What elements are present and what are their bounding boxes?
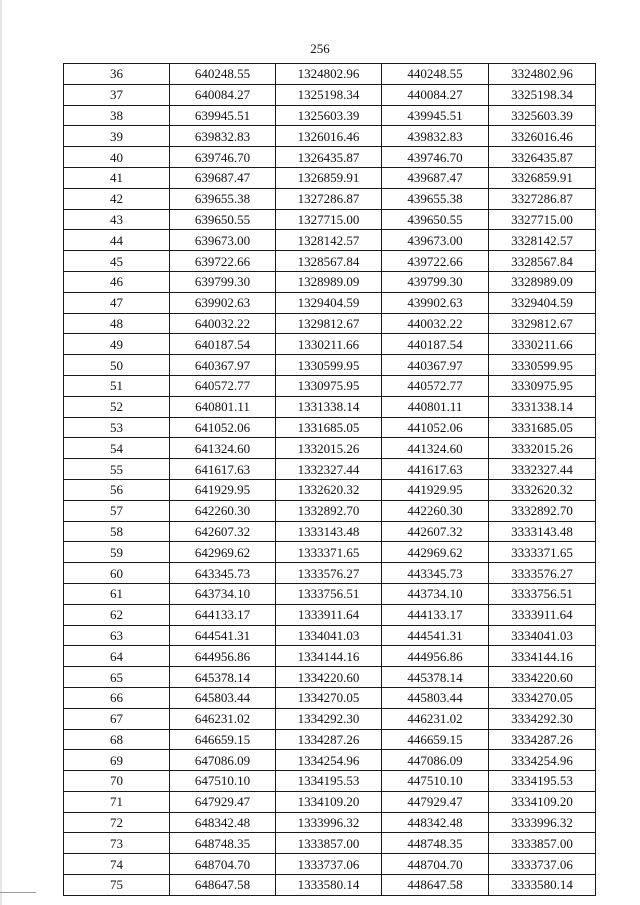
y1-cell: 1331685.05 <box>276 417 382 438</box>
y1-cell: 1326435.87 <box>276 147 382 168</box>
y1-cell: 1333857.00 <box>276 833 382 854</box>
table-row <box>64 438 596 459</box>
table-row <box>64 126 596 147</box>
y2-cell: 3334220.60 <box>489 667 596 688</box>
table-row <box>64 64 596 85</box>
point-number-cell: 49 <box>64 334 170 355</box>
x2-cell: 444541.31 <box>382 625 489 646</box>
point-number-cell: 69 <box>64 750 170 771</box>
y1-cell: 1334195.53 <box>276 771 382 792</box>
x2-cell: 440084.27 <box>382 84 489 105</box>
x2-cell: 439650.55 <box>382 209 489 230</box>
x1-cell: 642969.62 <box>170 542 276 563</box>
y2-cell: 3326859.91 <box>489 167 596 188</box>
y1-cell: 1328567.84 <box>276 251 382 272</box>
point-number-cell: 57 <box>64 500 170 521</box>
y2-cell: 3332620.32 <box>489 479 596 500</box>
point-number-cell: 74 <box>64 854 170 875</box>
table-row <box>64 542 596 563</box>
point-number-cell: 63 <box>64 625 170 646</box>
x2-cell: 440187.54 <box>382 334 489 355</box>
y1-cell: 1334109.20 <box>276 791 382 812</box>
table-row <box>64 875 596 896</box>
table-row <box>64 105 596 126</box>
x1-cell: 639687.47 <box>170 167 276 188</box>
x1-cell: 644133.17 <box>170 604 276 625</box>
x1-cell: 643734.10 <box>170 583 276 604</box>
x2-cell: 447510.10 <box>382 771 489 792</box>
x2-cell: 448704.70 <box>382 854 489 875</box>
y2-cell: 3334195.53 <box>489 771 596 792</box>
x1-cell: 640084.27 <box>170 84 276 105</box>
table-row <box>64 313 596 334</box>
x2-cell: 439832.83 <box>382 126 489 147</box>
y1-cell: 1332015.26 <box>276 438 382 459</box>
y1-cell: 1333996.32 <box>276 812 382 833</box>
x2-cell: 443345.73 <box>382 563 489 584</box>
y2-cell: 3327286.87 <box>489 188 596 209</box>
point-number-cell: 47 <box>64 292 170 313</box>
table-row <box>64 251 596 272</box>
y1-cell: 1328142.57 <box>276 230 382 251</box>
x1-cell: 642607.32 <box>170 521 276 542</box>
scan-bottom-mark <box>0 892 36 893</box>
table-row <box>64 687 596 708</box>
x2-cell: 440032.22 <box>382 313 489 334</box>
point-number-cell: 40 <box>64 147 170 168</box>
table-row <box>64 147 596 168</box>
y2-cell: 3334270.05 <box>489 687 596 708</box>
table-row <box>64 833 596 854</box>
point-number-cell: 36 <box>64 64 170 85</box>
point-number-cell: 61 <box>64 583 170 604</box>
table-row <box>64 521 596 542</box>
x2-cell: 439687.47 <box>382 167 489 188</box>
x1-cell: 648342.48 <box>170 812 276 833</box>
table-row <box>64 500 596 521</box>
y1-cell: 1333371.65 <box>276 542 382 563</box>
y2-cell: 3329812.67 <box>489 313 596 334</box>
y1-cell: 1327286.87 <box>276 188 382 209</box>
y1-cell: 1330211.66 <box>276 334 382 355</box>
y1-cell: 1329812.67 <box>276 313 382 334</box>
x1-cell: 640248.55 <box>170 64 276 85</box>
table-row <box>64 84 596 105</box>
table-row <box>64 771 596 792</box>
y1-cell: 1329404.59 <box>276 292 382 313</box>
x1-cell: 648748.35 <box>170 833 276 854</box>
x1-cell: 647086.09 <box>170 750 276 771</box>
y2-cell: 3327715.00 <box>489 209 596 230</box>
point-number-cell: 38 <box>64 105 170 126</box>
table-row <box>64 646 596 667</box>
y1-cell: 1330599.95 <box>276 355 382 376</box>
point-number-cell: 67 <box>64 708 170 729</box>
point-number-cell: 44 <box>64 230 170 251</box>
y2-cell: 3331338.14 <box>489 396 596 417</box>
point-number-cell: 68 <box>64 729 170 750</box>
x2-cell: 448748.35 <box>382 833 489 854</box>
y1-cell: 1333737.06 <box>276 854 382 875</box>
x1-cell: 641929.95 <box>170 479 276 500</box>
y2-cell: 3334292.30 <box>489 708 596 729</box>
y1-cell: 1334144.16 <box>276 646 382 667</box>
x2-cell: 442969.62 <box>382 542 489 563</box>
table-row <box>64 667 596 688</box>
y1-cell: 1333576.27 <box>276 563 382 584</box>
point-number-cell: 55 <box>64 459 170 480</box>
table-row <box>64 854 596 875</box>
x2-cell: 439902.63 <box>382 292 489 313</box>
point-number-cell: 66 <box>64 687 170 708</box>
y2-cell: 3330599.95 <box>489 355 596 376</box>
table-row <box>64 188 596 209</box>
y2-cell: 3333996.32 <box>489 812 596 833</box>
y1-cell: 1332327.44 <box>276 459 382 480</box>
y2-cell: 3325198.34 <box>489 84 596 105</box>
x2-cell: 441324.60 <box>382 438 489 459</box>
x2-cell: 442260.30 <box>382 500 489 521</box>
x2-cell: 439722.66 <box>382 251 489 272</box>
table-row <box>64 625 596 646</box>
x1-cell: 639655.38 <box>170 188 276 209</box>
x1-cell: 640187.54 <box>170 334 276 355</box>
table-row <box>64 209 596 230</box>
x2-cell: 445378.14 <box>382 667 489 688</box>
y2-cell: 3328567.84 <box>489 251 596 272</box>
point-number-cell: 71 <box>64 791 170 812</box>
table-body <box>64 64 596 896</box>
point-number-cell: 42 <box>64 188 170 209</box>
scan-left-edge <box>0 0 2 905</box>
x2-cell: 440367.97 <box>382 355 489 376</box>
y1-cell: 1325603.39 <box>276 105 382 126</box>
y2-cell: 3330975.95 <box>489 375 596 396</box>
y2-cell: 3333143.48 <box>489 521 596 542</box>
y2-cell: 3326016.46 <box>489 126 596 147</box>
x1-cell: 644956.86 <box>170 646 276 667</box>
x1-cell: 639650.55 <box>170 209 276 230</box>
y1-cell: 1334287.26 <box>276 729 382 750</box>
x1-cell: 641617.63 <box>170 459 276 480</box>
point-number-cell: 64 <box>64 646 170 667</box>
x2-cell: 439945.51 <box>382 105 489 126</box>
y1-cell: 1334041.03 <box>276 625 382 646</box>
x2-cell: 444133.17 <box>382 604 489 625</box>
y2-cell: 3332327.44 <box>489 459 596 480</box>
table-row <box>64 167 596 188</box>
y2-cell: 3333756.51 <box>489 583 596 604</box>
table-row <box>64 375 596 396</box>
x2-cell: 441052.06 <box>382 417 489 438</box>
y1-cell: 1325198.34 <box>276 84 382 105</box>
point-number-cell: 41 <box>64 167 170 188</box>
table-row <box>64 271 596 292</box>
y1-cell: 1333756.51 <box>276 583 382 604</box>
x1-cell: 639799.30 <box>170 271 276 292</box>
table-row <box>64 812 596 833</box>
x1-cell: 645803.44 <box>170 687 276 708</box>
x2-cell: 447929.47 <box>382 791 489 812</box>
x1-cell: 639902.63 <box>170 292 276 313</box>
table-row <box>64 459 596 480</box>
table-row <box>64 396 596 417</box>
y2-cell: 3333576.27 <box>489 563 596 584</box>
y1-cell: 1334254.96 <box>276 750 382 771</box>
point-number-cell: 53 <box>64 417 170 438</box>
x1-cell: 640367.97 <box>170 355 276 376</box>
y2-cell: 3333737.06 <box>489 854 596 875</box>
point-number-cell: 62 <box>64 604 170 625</box>
x1-cell: 645378.14 <box>170 667 276 688</box>
point-number-cell: 54 <box>64 438 170 459</box>
x1-cell: 644541.31 <box>170 625 276 646</box>
point-number-cell: 56 <box>64 479 170 500</box>
table-row <box>64 563 596 584</box>
table-row <box>64 334 596 355</box>
table-row <box>64 230 596 251</box>
x2-cell: 442607.32 <box>382 521 489 542</box>
y2-cell: 3334287.26 <box>489 729 596 750</box>
y1-cell: 1326859.91 <box>276 167 382 188</box>
x1-cell: 646231.02 <box>170 708 276 729</box>
y1-cell: 1330975.95 <box>276 375 382 396</box>
x1-cell: 648647.58 <box>170 875 276 896</box>
y1-cell: 1334270.05 <box>276 687 382 708</box>
x2-cell: 447086.09 <box>382 750 489 771</box>
y1-cell: 1331338.14 <box>276 396 382 417</box>
table-row <box>64 355 596 376</box>
y2-cell: 3333371.65 <box>489 542 596 563</box>
x2-cell: 439655.38 <box>382 188 489 209</box>
page-number: 256 <box>310 41 330 56</box>
x2-cell: 443734.10 <box>382 583 489 604</box>
point-number-cell: 52 <box>64 396 170 417</box>
y2-cell: 3334109.20 <box>489 791 596 812</box>
x2-cell: 445803.44 <box>382 687 489 708</box>
y1-cell: 1334292.30 <box>276 708 382 729</box>
x1-cell: 640032.22 <box>170 313 276 334</box>
y1-cell: 1327715.00 <box>276 209 382 230</box>
point-number-cell: 39 <box>64 126 170 147</box>
y2-cell: 3334041.03 <box>489 625 596 646</box>
x1-cell: 648704.70 <box>170 854 276 875</box>
table-row <box>64 750 596 771</box>
y1-cell: 1333911.64 <box>276 604 382 625</box>
x1-cell: 639945.51 <box>170 105 276 126</box>
y2-cell: 3334144.16 <box>489 646 596 667</box>
point-number-cell: 50 <box>64 355 170 376</box>
y2-cell: 3326435.87 <box>489 147 596 168</box>
y2-cell: 3328989.09 <box>489 271 596 292</box>
table-row <box>64 583 596 604</box>
point-number-cell: 37 <box>64 84 170 105</box>
point-number-cell: 60 <box>64 563 170 584</box>
x2-cell: 440572.77 <box>382 375 489 396</box>
y1-cell: 1333143.48 <box>276 521 382 542</box>
x2-cell: 439673.00 <box>382 230 489 251</box>
point-number-cell: 65 <box>64 667 170 688</box>
y1-cell: 1332892.70 <box>276 500 382 521</box>
x2-cell: 446659.15 <box>382 729 489 750</box>
point-number-cell: 58 <box>64 521 170 542</box>
table-row <box>64 729 596 750</box>
x1-cell: 641324.60 <box>170 438 276 459</box>
y1-cell: 1334220.60 <box>276 667 382 688</box>
table-row <box>64 417 596 438</box>
x2-cell: 440801.11 <box>382 396 489 417</box>
y2-cell: 3331685.05 <box>489 417 596 438</box>
x2-cell: 441929.95 <box>382 479 489 500</box>
coordinates-table <box>63 63 596 896</box>
x1-cell: 640801.11 <box>170 396 276 417</box>
x2-cell: 440248.55 <box>382 64 489 85</box>
y2-cell: 3333580.14 <box>489 875 596 896</box>
table-row <box>64 292 596 313</box>
point-number-cell: 75 <box>64 875 170 896</box>
x1-cell: 646659.15 <box>170 729 276 750</box>
y1-cell: 1332620.32 <box>276 479 382 500</box>
table-row <box>64 791 596 812</box>
table-row <box>64 604 596 625</box>
x1-cell: 639722.66 <box>170 251 276 272</box>
x1-cell: 639832.83 <box>170 126 276 147</box>
y2-cell: 3329404.59 <box>489 292 596 313</box>
y2-cell: 3333857.00 <box>489 833 596 854</box>
x1-cell: 647929.47 <box>170 791 276 812</box>
y1-cell: 1328989.09 <box>276 271 382 292</box>
point-number-cell: 48 <box>64 313 170 334</box>
x1-cell: 639673.00 <box>170 230 276 251</box>
y1-cell: 1333580.14 <box>276 875 382 896</box>
x1-cell: 643345.73 <box>170 563 276 584</box>
x2-cell: 441617.63 <box>382 459 489 480</box>
point-number-cell: 73 <box>64 833 170 854</box>
y1-cell: 1324802.96 <box>276 64 382 85</box>
x2-cell: 446231.02 <box>382 708 489 729</box>
x1-cell: 641052.06 <box>170 417 276 438</box>
point-number-cell: 59 <box>64 542 170 563</box>
point-number-cell: 45 <box>64 251 170 272</box>
y2-cell: 3333911.64 <box>489 604 596 625</box>
x1-cell: 639746.70 <box>170 147 276 168</box>
x2-cell: 448342.48 <box>382 812 489 833</box>
table-row <box>64 708 596 729</box>
x1-cell: 647510.10 <box>170 771 276 792</box>
point-number-cell: 51 <box>64 375 170 396</box>
table-row <box>64 479 596 500</box>
x2-cell: 439799.30 <box>382 271 489 292</box>
x2-cell: 439746.70 <box>382 147 489 168</box>
y2-cell: 3328142.57 <box>489 230 596 251</box>
y1-cell: 1326016.46 <box>276 126 382 147</box>
y2-cell: 3330211.66 <box>489 334 596 355</box>
x1-cell: 642260.30 <box>170 500 276 521</box>
point-number-cell: 46 <box>64 271 170 292</box>
y2-cell: 3334254.96 <box>489 750 596 771</box>
point-number-cell: 70 <box>64 771 170 792</box>
y2-cell: 3332015.26 <box>489 438 596 459</box>
x1-cell: 640572.77 <box>170 375 276 396</box>
point-number-cell: 43 <box>64 209 170 230</box>
y2-cell: 3325603.39 <box>489 105 596 126</box>
point-number-cell: 72 <box>64 812 170 833</box>
x2-cell: 444956.86 <box>382 646 489 667</box>
y2-cell: 3324802.96 <box>489 64 596 85</box>
x2-cell: 448647.58 <box>382 875 489 896</box>
y2-cell: 3332892.70 <box>489 500 596 521</box>
